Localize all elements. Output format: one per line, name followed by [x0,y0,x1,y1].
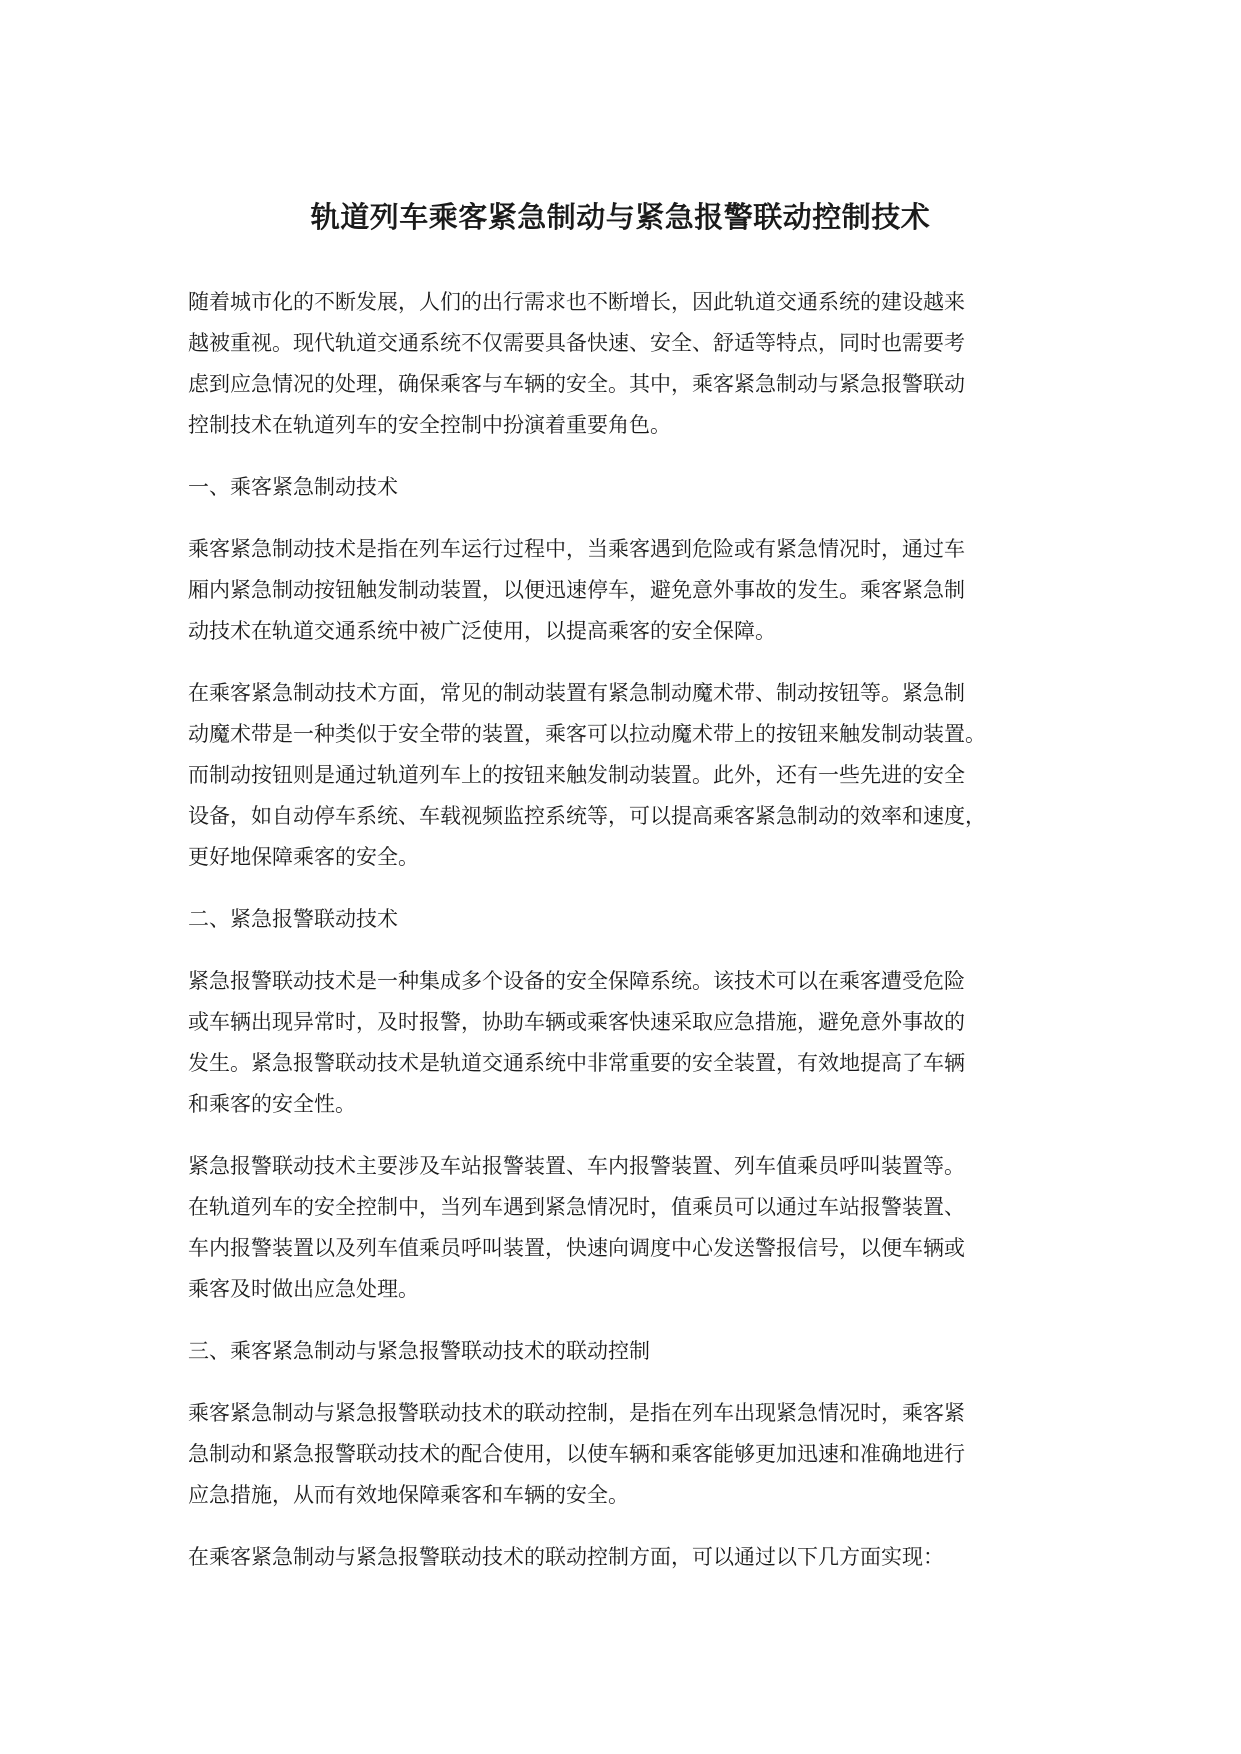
text-line: 随着城市化的不断发展，人们的出行需求也不断增长，因此轨道交通系统的建设越来 [188,290,965,314]
text-line: 在轨道列车的安全控制中，当列车遇到紧急情况时，值乘员可以通过车站报警装置、 [188,1195,965,1219]
text-line: 在乘客紧急制动与紧急报警联动技术的联动控制方面，可以通过以下几方面实现： [188,1545,944,1569]
text-line: 急制动和紧急报警联动技术的配合使用，以使车辆和乘客能够更加迅速和准确地进行 [188,1442,965,1466]
section-2-paragraph-2 [188,1146,1088,1310]
text-line: 发生。紧急报警联动技术是轨道交通系统中非常重要的安全装置，有效地提高了车辆 [188,1051,965,1075]
text-line: 紧急报警联动技术是一种集成多个设备的安全保障系统。该技术可以在乘客遭受危险 [188,969,965,993]
text-line: 乘客紧急制动与紧急报警联动技术的联动控制，是指在列车出现紧急情况时，乘客紧 [188,1401,965,1425]
text-line: 越被重视。现代轨道交通系统不仅需要具备快速、安全、舒适等特点，同时也需要考 [188,331,965,355]
section-3-paragraph-2 [188,1537,1088,1578]
text-line: 或车辆出现异常时，及时报警，协助车辆或乘客快速采取应急措施，避免意外事故的 [188,1010,965,1034]
text-line: 乘客紧急制动技术是指在列车运行过程中，当乘客遇到危险或有紧急情况时，通过车 [188,537,965,561]
text-line: 厢内紧急制动按钮触发制动装置，以便迅速停车，避免意外事故的发生。乘客紧急制 [188,578,965,602]
text-line: 设备，如自动停车系统、车载视频监控系统等，可以提高乘客紧急制动的效率和速度， [188,804,986,828]
text-line: 应急措施，从而有效地保障乘客和车辆的安全。 [188,1483,629,1507]
document-body [188,282,1088,1599]
text-line: 和乘客的安全性。 [188,1092,356,1116]
text-line: 动魔术带是一种类似于安全带的装置，乘客可以拉动魔术带上的按钮来触发制动装置。 [188,722,986,746]
section-1-paragraph-2 [188,673,1088,878]
section-1-paragraph-1 [188,529,1088,652]
section-3-paragraph-1 [188,1393,1088,1516]
text-line: 乘客及时做出应急处理。 [188,1277,419,1301]
section-heading-2: 二、紧急报警联动技术 [188,907,398,931]
text-line: 更好地保障乘客的安全。 [188,845,419,869]
text-line: 车内报警装置以及列车值乘员呼叫装置，快速向调度中心发送警报信号，以便车辆或 [188,1236,965,1260]
text-line: 虑到应急情况的处理，确保乘客与车辆的安全。其中，乘客紧急制动与紧急报警联动 [188,372,965,396]
text-line: 而制动按钮则是通过轨道列车上的按钮来触发制动装置。此外，还有一些先进的安全 [188,763,965,787]
document-title: 轨道列车乘客紧急制动与紧急报警联动控制技术 [310,200,931,235]
section-2-paragraph-1 [188,961,1088,1125]
text-line: 紧急报警联动技术主要涉及车站报警装置、车内报警装置、列车值乘员呼叫装置等。 [188,1154,965,1178]
intro-paragraph [188,282,1088,446]
text-line: 控制技术在轨道列车的安全控制中扮演着重要角色。 [188,413,671,437]
section-heading-3: 三、乘客紧急制动与紧急报警联动技术的联动控制 [188,1339,650,1363]
section-heading-1: 一、乘客紧急制动技术 [188,475,398,499]
text-line: 动技术在轨道交通系统中被广泛使用，以提高乘客的安全保障。 [188,619,776,643]
text-line: 在乘客紧急制动技术方面，常见的制动装置有紧急制动魔术带、制动按钮等。紧急制 [188,681,965,705]
